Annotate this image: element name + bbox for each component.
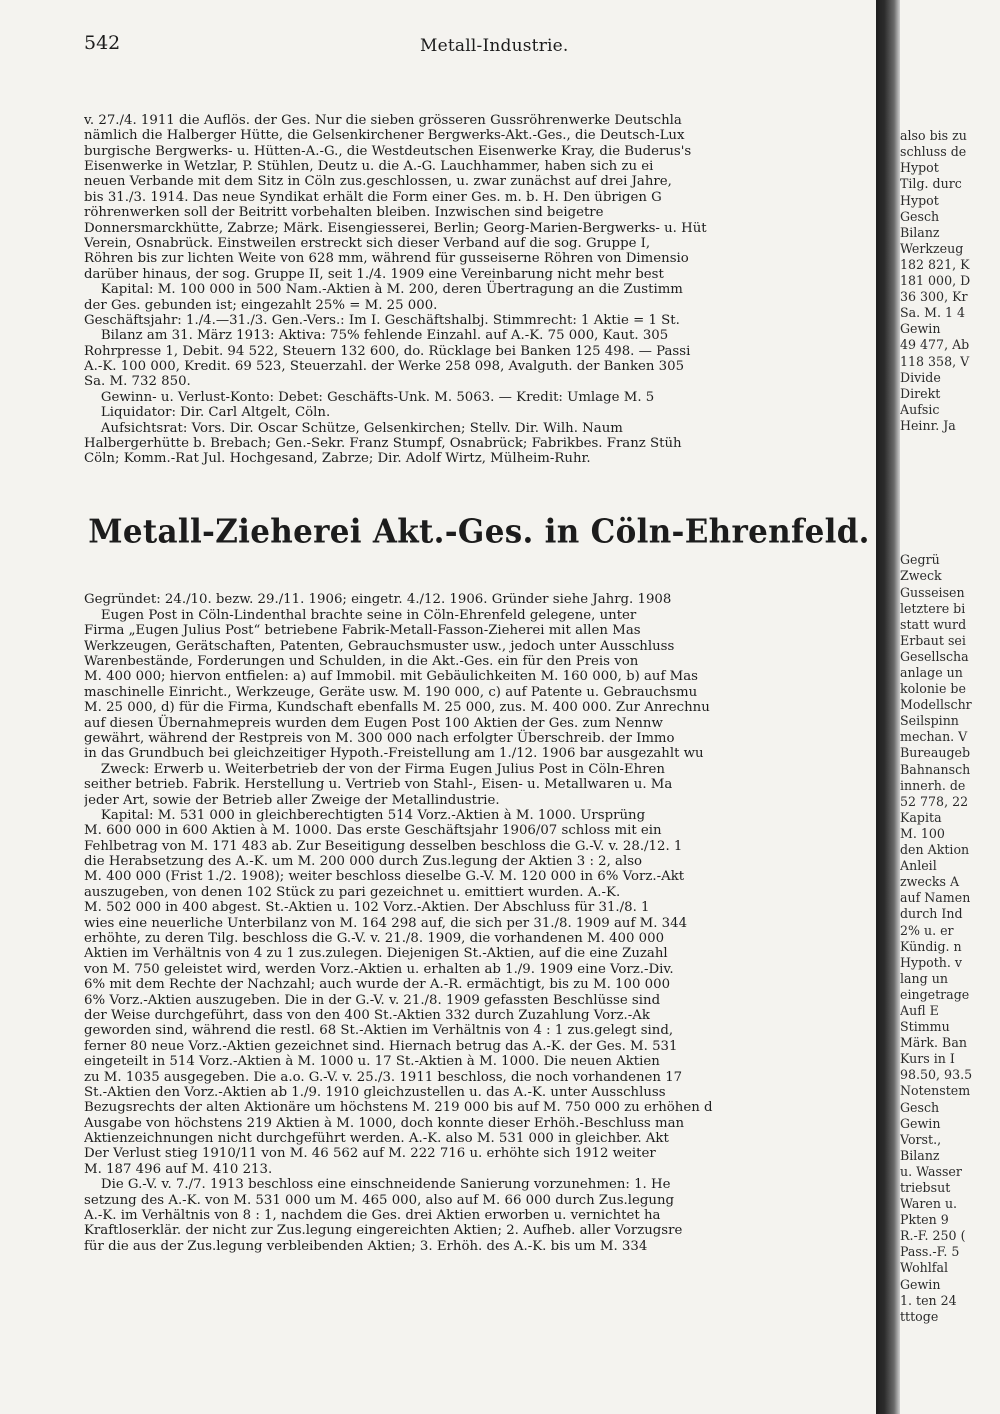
adjacent-text-line: Gegrü: [900, 552, 940, 568]
adjacent-section-gap: [900, 466, 1000, 520]
text-line: M. 600 000 in 600 Aktien à M. 1000. Das erste Geschäftsjahr 1906/07 schloss mit ein: [84, 823, 662, 839]
text-line: Ausgabe von höchstens 219 Aktien à M. 1000, doch konnte dieser Erhöh.-Beschluss man: [84, 1115, 685, 1131]
text-line: Donnersmarckhütte, Zabrze; Märk. Eisengiesserei, Berlin; Georg-Marien-Bergwerks- u. Hüt: [84, 220, 707, 236]
adjacent-text-line: u. Wasser: [900, 1163, 962, 1179]
text-line: bis 31./3. 1914. Das neue Syndikat erhält die Form einer Ges. m. b. H. Den übrigen G: [84, 189, 662, 205]
adjacent-text-line: Anleil: [900, 858, 937, 874]
company-title: Metall-Zieherei Akt.-Ges. in Cöln-Ehrenfeld.: [88, 512, 870, 551]
adjacent-text-line: zwecks A: [900, 874, 960, 890]
text-line: auf diesen Übernahmepreis wurden dem Eugen Post 100 Aktien der Ges. zum Nennw: [84, 715, 663, 731]
book-gutter: [876, 0, 900, 1414]
adjacent-text-line: 98.50, 93.5: [900, 1067, 973, 1083]
main-column: [84, 82, 874, 1270]
section-metall-zieherei: [84, 592, 874, 1254]
adjacent-text-line: Gewin: [900, 1115, 941, 1131]
adjacent-text-line: Vorst.,: [900, 1131, 942, 1147]
adjacent-section-bottom: [900, 552, 1000, 1325]
adjacent-text-line: Wohlfal: [900, 1260, 949, 1276]
text-line: v. 27./4. 1911 die Auflös. der Ges. Nur die sieben grösseren Gussröhrenwerke Deutschla: [84, 112, 682, 128]
running-title: Metall-Industrie.: [420, 36, 569, 56]
text-line: eingeteilt in 514 Vorz.-Aktien à M. 1000 u. 17 St.-Aktien à M. 1000. Die neuen Aktien: [84, 1054, 660, 1070]
adjacent-text-line: Direkt: [900, 385, 941, 401]
text-line: Firma „Eugen Julius Post“ betriebene Fabrik-Metall-Fasson-Zieherei mit allen Mas: [84, 623, 641, 639]
adjacent-text-line: Gewin: [900, 1276, 941, 1292]
adjacent-text-line: Hypoth. v: [900, 954, 963, 970]
text-line: röhrenwerken soll der Beitritt vorbehalten bleiben. Inzwischen sind beigetre: [84, 205, 604, 221]
adjacent-text-line: 1. ten 24: [900, 1292, 957, 1308]
text-line: burgische Bergwerks- u. Hütten-A.-G., die Westdeutschen Eisenwerke Kray, die Buderus's: [84, 143, 692, 159]
adjacent-text-line: tttoge: [900, 1308, 939, 1324]
text-line: Cöln; Komm.-Rat Jul. Hochgesand, Zabrze; Dir. Adolf Wirtz, Mülheim-Ruhr.: [84, 451, 591, 467]
text-line: Aktienzeichnungen nicht durchgeführt werden. A.-K. also M. 531 000 in gleichber. Akt: [84, 1131, 669, 1147]
text-line: zu M. 1035 ausgegeben. Die a.o. G.-V. v. 25./3. 1911 beschloss, die noch vorhandenen 17: [84, 1069, 683, 1085]
text-line: Gegründet: 24./10. bezw. 29./11. 1906; eingetr. 4./12. 1906. Gründer siehe Jahrg. 1908: [84, 592, 672, 608]
adjacent-text-line: Aufl E: [900, 1002, 939, 1018]
text-line: M. 502 000 in 400 abgest. St.-Aktien u. 102 Vorz.-Aktien. Der Abschluss für 31./8. 1: [84, 900, 650, 916]
page-number: 542: [84, 32, 121, 54]
text-line: Der Verlust stieg 1910/11 von M. 46 562 auf M. 222 716 u. erhöhte sich 1912 weiter: [84, 1146, 656, 1162]
text-line: Halbergerhütte b. Brebach; Gen.-Sekr. Franz Stumpf, Osnabrück; Fabrikbes. Franz Stüh: [84, 436, 682, 452]
text-line: Kraftloserklär. der nicht zur Zus.legung eingereichten Aktien; 2. Aufheb. aller Vorzugsre: [84, 1223, 683, 1239]
text-line: neuen Verbande mit dem Sitz in Cöln zus.geschlossen, u. zwar zunächst auf drei Jahre,: [84, 174, 672, 190]
adjacent-text-line: Waren u.: [900, 1196, 958, 1212]
adjacent-text-line: also bis zu: [900, 128, 967, 144]
text-line: Eisenwerke in Wetzlar, P. Stühlen, Deutz u. die A.-G. Lauchhammer, haben sich zu ei: [84, 158, 654, 174]
adjacent-text-line: Pass.-F. 5: [900, 1244, 960, 1260]
adjacent-text-line: Gewin: [900, 321, 941, 337]
adjacent-text-line: auf Namen: [900, 890, 971, 906]
adjacent-text-line: Erbaut sei: [900, 632, 966, 648]
text-line: Die G.-V. v. 7./7. 1913 beschloss eine einschneidende Sanierung vorzunehmen: 1. He: [84, 1177, 671, 1193]
adjacent-text-line: M. 100: [900, 825, 945, 841]
text-line: für die aus der Zus.legung verbleibenden Aktien; 3. Erhöh. des A.-K. bis um M. 334: [84, 1238, 648, 1254]
adjacent-text-line: 36 300, Kr: [900, 289, 968, 305]
text-line: M. 400 000 (Frist 1./2. 1908); weiter beschloss dieselbe G.-V. M. 120 000 in 6% Vorz.-Akt: [84, 869, 685, 885]
adjacent-text-line: Gusseisen: [900, 584, 965, 600]
adjacent-text-line: 2% u. er: [900, 922, 954, 938]
adjacent-text-line: Kapita: [900, 809, 942, 825]
adjacent-text-line: anlage un: [900, 665, 963, 680]
adjacent-text-line: schluss de: [900, 144, 967, 160]
adjacent-text-line: mechan. V: [900, 729, 968, 745]
adjacent-text-line: Modellschr: [900, 697, 972, 713]
adjacent-text-line: Bilanz: [900, 1147, 940, 1163]
adjacent-text-line: Divide: [900, 369, 941, 385]
text-line: Bilanz am 31. März 1913: Aktiva: 75% fehlende Einzahl. auf A.-K. 75 000, Kaut. 305: [84, 328, 669, 344]
text-line: Kapital: M. 531 000 in gleichberechtigten 514 Vorz.-Aktien à M. 1000. Ursprüng: [84, 807, 646, 823]
text-line: Kapital: M. 100 000 in 500 Nam.-Aktien à M. 200, deren Übertragung an die Zustimm: [84, 282, 683, 298]
text-line: Rohrpresse 1, Debit. 94 522, Steuern 132 600, do. Rücklage bei Banken 125 498. — Passi: [84, 343, 691, 359]
text-line: seither betrieb. Fabrik. Herstellung u. Vertrieb von Stahl-, Eisen- u. Metallwaren u. Ma: [84, 777, 673, 793]
adjacent-text-line: 181 000, D: [900, 273, 971, 289]
text-line: M. 400 000; hiervon entfielen: a) auf Immobil. mit Gebäulichkeiten M. 160 000, b) auf Mas: [84, 669, 699, 685]
text-line: 6% mit dem Rechte der Nachzahl; auch wurde der A.-R. ermächtigt, bis zu M. 100 000: [84, 977, 671, 993]
adjacent-text-line: Gesch: [900, 208, 940, 224]
adjacent-text-line: durch Ind: [900, 906, 963, 922]
adjacent-text-line: Bureaugeb: [900, 745, 971, 761]
text-line: setzung des A.-K. von M. 531 000 um M. 465 000, also auf M. 66 000 durch Zus.legung: [84, 1192, 675, 1208]
adjacent-text-line: Gesellscha: [900, 648, 969, 664]
text-line: Geschäftsjahr: 1./4.—31./3. Gen.-Vers.: Im I. Geschäftshalbj. Stimmrecht: 1 Aktie = 1 St.: [84, 312, 680, 328]
adjacent-text-line: Hypot: [900, 160, 939, 176]
adjacent-text-line: Notenstem: [900, 1083, 971, 1099]
text-line: A.-K. im Verhältnis von 8 : 1, nachdem die Ges. drei Aktien erworben u. vernichtet ha: [84, 1208, 661, 1224]
text-line: Aktien im Verhältnis von 4 zu 1 zus.zulegen. Diejenigen St.-Aktien, auf die eine Zuzahl: [84, 946, 668, 962]
adjacent-text-line: 52 778, 22: [900, 793, 969, 809]
text-line: wies eine neuerliche Unterbilanz von M. 164 298 auf, die sich per 31./8. 1909 auf M. 344: [84, 915, 688, 931]
text-line: nämlich die Halberger Hütte, die Gelsenkirchener Bergwerks-Akt.-Ges., die Deutsch-Lux: [84, 128, 685, 144]
text-line: der Ges. gebunden ist; eingezahlt 25% = M. 25 000.: [84, 297, 438, 313]
adjacent-text-line: Hypot: [900, 192, 939, 208]
adjacent-text-line: kolonie be: [900, 681, 966, 697]
text-line: Werkzeugen, Gerätschaften, Patenten, Gebrauchsmuster usw., jedoch unter Ausschluss: [84, 638, 675, 654]
adjacent-text-line: triebsut: [900, 1180, 951, 1195]
text-line: Bezugsrechts der alten Aktionäre um höchstens M. 219 000 bis auf M. 750 000 zu erhöhen d: [84, 1100, 713, 1116]
text-line: maschinelle Einricht., Werkzeuge, Geräte usw. M. 190 000, c) auf Patente u. Gebrauchsmu: [84, 684, 698, 700]
text-line: 6% Vorz.-Aktien auszugeben. Die in der G.-V. v. 21./8. 1909 gefassten Beschlüsse sind: [84, 992, 661, 1008]
text-line: von M. 750 geleistet wird, werden Vorz.-Aktien u. erhalten ab 1./9. 1909 eine Vorz.-Div.: [84, 961, 674, 977]
adjacent-text-line: lang un: [900, 970, 948, 986]
text-line: Warenbestände, Forderungen und Schulden, in die Akt.-Ges. ein für den Preis von: [84, 653, 639, 669]
text-line: Liquidator: Dir. Carl Altgelt, Cöln.: [84, 405, 331, 421]
text-line: M. 25 000, d) für die Firma, Kundschaft ebenfalls M. 25 000, zus. M. 400 000. Zur Anrechnu: [84, 700, 710, 716]
text-line: Sa. M. 732 850.: [84, 374, 191, 390]
text-line: darüber hinaus, der sog. Gruppe II, seit 1./4. 1909 eine Vereinbarung nicht mehr best: [84, 266, 664, 282]
adjacent-text-line: Gesch: [900, 1099, 940, 1115]
adjacent-text-line: Heinr. Ja: [900, 417, 956, 433]
text-line: auszugeben, von denen 102 Stück zu pari gezeichnet u. emittiert wurden. A.-K.: [84, 884, 621, 900]
adjacent-text-line: Märk. Ban: [900, 1035, 967, 1051]
text-line: erhöhte, zu deren Tilg. beschloss die G.-V. v. 21./8. 1909, die vorhandenen M. 400 000: [84, 931, 665, 947]
adjacent-text-line: Seilspinn: [900, 713, 959, 729]
text-line: in das Grundbuch bei gleichzeitiger Hypoth.-Freistellung am 1./12. 1906 bar ausgezahlt wu: [84, 746, 704, 762]
adjacent-text-line: eingetrage: [900, 986, 970, 1002]
text-line: A.-K. 100 000, Kredit. 69 523, Steuerzahl. der Werke 258 098, Avalguth. der Banken 305: [84, 359, 685, 375]
adjacent-text-line: Tilg. durc: [900, 176, 962, 192]
adjacent-text-line: statt wurd: [900, 616, 967, 632]
adjacent-text-line: Kündig. n: [900, 938, 962, 954]
adjacent-text-line: Bahnansch: [900, 761, 971, 777]
text-line: Röhren bis zur lichten Weite von 628 mm, während für gusseiserne Röhren von Dimensio: [84, 251, 689, 267]
adjacent-text-line: 182 821, K: [900, 256, 970, 272]
adjacent-text-line: Werkzeug: [900, 240, 964, 256]
adjacent-text-line: R.-F. 250 (: [900, 1228, 966, 1244]
adjacent-text-line: Pkten 9: [900, 1212, 949, 1228]
adjacent-text-line: Sa. M. 1 4: [900, 305, 966, 321]
adjacent-text-line: Stimmu: [900, 1019, 950, 1035]
adjacent-text-line: 118 358, V: [900, 353, 970, 369]
adjacent-text-line: Aufsic: [900, 401, 940, 417]
adjacent-text-line: letztere bi: [900, 600, 966, 616]
text-line: geworden sind, während die restl. 68 St.-Aktien im Verhältnis von 4 : 1 zus.gelegt sind,: [84, 1023, 674, 1039]
text-line: die Herabsetzung des A.-K. um M. 200 000 durch Zus.legung der Aktien 3 : 2, also: [84, 854, 643, 870]
adjacent-text-line: 49 477, Ab: [900, 337, 970, 353]
adjacent-text-line: innerh. de: [900, 777, 966, 793]
text-line: Zweck: Erwerb u. Weiterbetrieb der von der Firma Eugen Julius Post in Cöln-Ehren: [84, 761, 665, 777]
text-line: gewährt, während der Restpreis von M. 300 000 nach erfolgter Überschreib. der Immo: [84, 730, 675, 746]
text-line: M. 187 496 auf M. 410 213.: [84, 1161, 273, 1177]
text-line: Eugen Post in Cöln-Lindenthal brachte seine in Cöln-Ehrenfeld gelegene, unter: [84, 607, 637, 623]
text-line: Gewinn- u. Verlust-Konto: Debet: Geschäfts-Unk. M. 5063. — Kredit: Umlage M. 5: [84, 389, 655, 405]
adjacent-text-line: Bilanz: [900, 224, 940, 240]
section-previous-company: [84, 113, 874, 467]
adjacent-text-line: Zweck: [900, 568, 942, 584]
text-line: jeder Art, sowie der Betrieb aller Zweige der Metallindustrie.: [84, 792, 500, 808]
text-line: der Weise durchgeführt, dass von den 400 St.-Aktien 332 durch Zuzahlung Vorz.-Ak: [84, 1007, 650, 1023]
adjacent-page-column: [900, 96, 1000, 1341]
text-line: ferner 80 neue Vorz.-Aktien gezeichnet sind. Hiernach betrug das A.-K. der Ges. M. 531: [84, 1038, 678, 1054]
adjacent-section-top: [900, 128, 1000, 434]
adjacent-text-line: Kurs in I: [900, 1051, 955, 1067]
text-line: St.-Aktien den Vorz.-Aktien ab 1./9. 1910 gleichzustellen u. das A.-K. unter Ausschluss: [84, 1084, 666, 1100]
text-line: Verein, Osnabrück. Einstweilen erstreckt sich dieser Verband auf die sog. Gruppe I,: [84, 235, 651, 251]
text-line: Fehlbetrag von M. 171 483 ab. Zur Beseitigung desselben beschloss die G.-V. v. 28./12. 1: [84, 838, 683, 854]
adjacent-text-line: den Aktion: [900, 842, 970, 858]
text-line: Aufsichtsrat: Vors. Dir. Oscar Schütze, Gelsenkirchen; Stellv. Dir. Wilh. Naum: [84, 420, 623, 436]
